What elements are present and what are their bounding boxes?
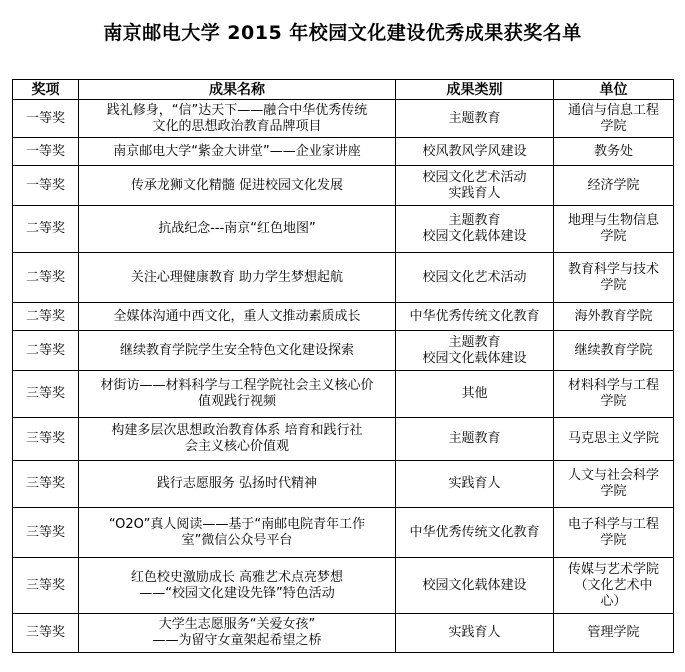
table-row <box>13 508 674 558</box>
unit-cell: 继续教育学院 <box>554 331 674 371</box>
unit-cell: 传媒与艺术学院 （文化艺术中 心） <box>554 558 674 614</box>
award-cell: 三等奖 <box>13 371 79 418</box>
table-row <box>13 138 674 166</box>
name-cell: 传承龙狮文化精髓 促进校园文化发展 <box>79 166 396 206</box>
table-row <box>13 331 674 371</box>
unit-cell: 管理学院 <box>554 614 674 653</box>
unit-cell: 经济学院 <box>554 166 674 206</box>
name-cell: 抗战纪念---南京“红色地图” <box>79 206 396 253</box>
category-cell: 实践育人 <box>396 614 554 653</box>
award-cell: 二等奖 <box>13 331 79 371</box>
unit-cell: 海外教育学院 <box>554 303 674 331</box>
table-row <box>13 558 674 614</box>
unit-cell: 通信与信息工程 学院 <box>554 100 674 138</box>
category-cell: 主题教育 <box>396 418 554 461</box>
name-cell: 关注心理健康教育 助力学生梦想起航 <box>79 253 396 303</box>
award-cell: 一等奖 <box>13 138 79 166</box>
unit-cell: 人文与社会科学 学院 <box>554 461 674 508</box>
category-cell: 校园文化艺术活动 实践育人 <box>396 166 554 206</box>
name-cell: 红色校史激励成长 高雅艺术点亮梦想 ——“校园文化建设先锋”特色活动 <box>79 558 396 614</box>
table-row <box>13 303 674 331</box>
table-row <box>13 371 674 418</box>
unit-cell: 材料科学与工程 学院 <box>554 371 674 418</box>
name-cell: 践行志愿服务 弘扬时代精神 <box>79 461 396 508</box>
table-row <box>13 206 674 253</box>
award-cell: 一等奖 <box>13 100 79 138</box>
name-cell: 材街访——材料科学与工程学院社会主义核心价 值观践行视频 <box>79 371 396 418</box>
table-row <box>13 614 674 653</box>
header-award: 奖项 <box>13 80 79 100</box>
page-title: 南京邮电大学 2015 年校园文化建设优秀成果获奖名单 <box>103 22 582 44</box>
name-cell: 践礼修身，“信”达天下——融合中华优秀传统 文化的思想政治教育品牌项目 <box>79 100 396 138</box>
table-row <box>13 418 674 461</box>
name-cell: 大学生志愿服务“关爱女孩” ——为留守女童架起希望之桥 <box>79 614 396 653</box>
category-cell: 实践育人 <box>396 461 554 508</box>
name-cell: 全媒体沟通中西文化，重人文推动素质成长 <box>79 303 396 331</box>
name-cell: 继续教育学院学生安全特色文化建设探索 <box>79 331 396 371</box>
unit-cell: 教务处 <box>554 138 674 166</box>
header-unit: 单位 <box>554 80 674 100</box>
table-row <box>13 253 674 303</box>
header-category: 成果类别 <box>396 80 554 100</box>
table-header-row <box>13 80 674 100</box>
category-cell: 中华优秀传统文化教育 <box>396 508 554 558</box>
award-cell: 三等奖 <box>13 508 79 558</box>
table-row <box>13 100 674 138</box>
award-cell: 三等奖 <box>13 614 79 653</box>
category-cell: 校园文化艺术活动 <box>396 253 554 303</box>
award-cell: 二等奖 <box>13 303 79 331</box>
award-cell: 二等奖 <box>13 253 79 303</box>
category-cell: 主题教育 校园文化载体建设 <box>396 331 554 371</box>
name-cell: “O2O”真人阅读——基于“南邮电院青年工作 室”微信公众号平台 <box>79 508 396 558</box>
award-cell: 二等奖 <box>13 206 79 253</box>
award-cell: 一等奖 <box>13 166 79 206</box>
unit-cell: 教育科学与技术 学院 <box>554 253 674 303</box>
unit-cell: 马克思主义学院 <box>554 418 674 461</box>
category-cell: 主题教育 校园文化载体建设 <box>396 206 554 253</box>
name-cell: 构建多层次思想政治教育体系 培育和践行社 会主义核心价值观 <box>79 418 396 461</box>
name-cell: 南京邮电大学“紫金大讲堂”——企业家讲座 <box>79 138 396 166</box>
award-cell: 三等奖 <box>13 418 79 461</box>
table-row <box>13 461 674 508</box>
category-cell: 中华优秀传统文化教育 <box>396 303 554 331</box>
table-row <box>13 166 674 206</box>
category-cell: 其他 <box>396 371 554 418</box>
category-cell: 校园文化载体建设 <box>396 558 554 614</box>
unit-cell: 电子科学与工程 学院 <box>554 508 674 558</box>
header-name: 成果名称 <box>79 80 396 100</box>
awards-table <box>12 79 674 653</box>
award-cell: 三等奖 <box>13 558 79 614</box>
award-cell: 三等奖 <box>13 461 79 508</box>
unit-cell: 地理与生物信息 学院 <box>554 206 674 253</box>
category-cell: 校风教风学风建设 <box>396 138 554 166</box>
category-cell: 主题教育 <box>396 100 554 138</box>
